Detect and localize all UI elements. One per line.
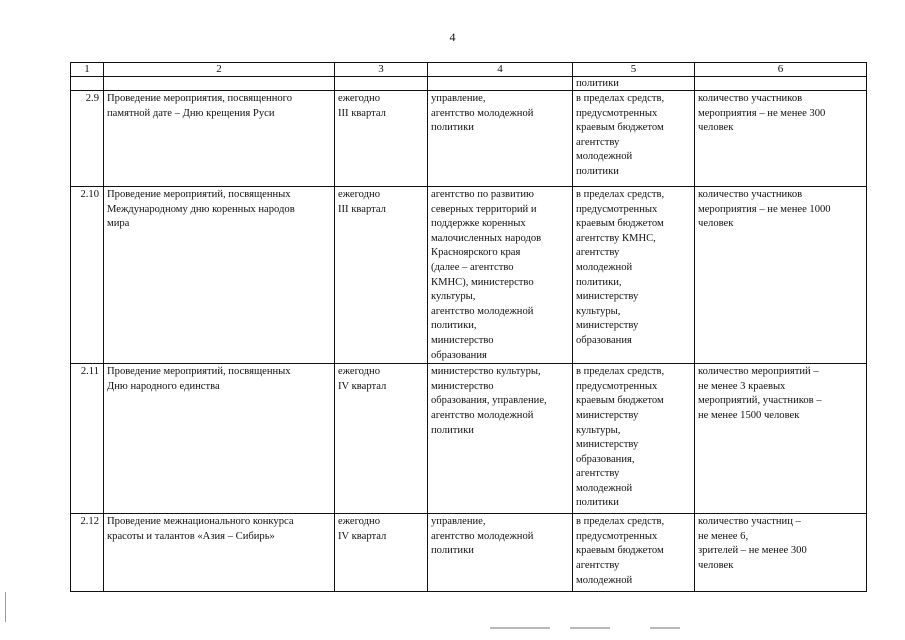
indicator-line: не менее 1500 человек (698, 409, 800, 421)
event-name-line: Международному дню коренных народов (107, 203, 295, 215)
responsible-line: министерство (431, 380, 494, 392)
responsible-line: агентство молодежной (431, 530, 534, 542)
row-number-cell: 2.11 (71, 364, 104, 514)
funding-line: агентству (576, 468, 620, 480)
event-name-line: Проведение мероприятия, посвященного (107, 93, 293, 104)
scan-artifact (490, 627, 550, 629)
scan-artifact (650, 627, 680, 629)
responsible-line: агентство по развитию (431, 189, 534, 200)
column-header-4: 4 (428, 63, 573, 77)
column-header-3: 3 (335, 63, 428, 77)
funding-line: политики, (576, 276, 622, 288)
responsible-line: культуры, (431, 291, 476, 303)
responsible-line: министерство (431, 334, 494, 346)
responsible-line: министерство культуры, (431, 366, 541, 378)
column-header-5: 5 (573, 63, 695, 77)
table-row (71, 364, 867, 514)
responsible-cell (428, 91, 573, 187)
table-row (71, 91, 867, 187)
event-name-line: памятной дате – Дню крещения Руси (107, 107, 275, 119)
funding-line: краевым бюджетом (576, 218, 664, 230)
funding-line: политики (576, 165, 619, 177)
indicator-cell (695, 514, 867, 592)
funding-line: культуры, (576, 305, 621, 317)
row-number-cell: 2.9 (71, 91, 104, 187)
funding-line: образования (576, 334, 632, 346)
funding-line: в пределах средств, (576, 516, 665, 528)
funding-line: краевым бюджетом (576, 545, 664, 557)
funding-cell (573, 91, 695, 187)
period-line: III квартал (338, 203, 386, 215)
funding-line: краевым бюджетом (576, 122, 664, 134)
indicator-line: количество мероприятий – (698, 366, 819, 378)
header-row (71, 63, 867, 77)
event-name-cell (104, 187, 335, 364)
funding-cell (573, 187, 695, 364)
funding-line: культуры, (576, 424, 621, 436)
responsible-line: агентство молодежной (431, 409, 534, 421)
responsible-cell (428, 364, 573, 514)
margin-mark (5, 592, 6, 622)
carry-over-cell-3 (335, 77, 428, 91)
responsible-line: политики (431, 122, 474, 134)
period-line: III квартал (338, 107, 386, 119)
event-name-line: Проведение межнационального конкурса (107, 516, 294, 528)
indicator-cell (695, 364, 867, 514)
funding-cell (573, 364, 695, 514)
events-table (70, 62, 867, 592)
period-cell (335, 187, 428, 364)
indicator-line: мероприятий, участников – (698, 395, 822, 407)
funding-line: агентству (576, 136, 620, 148)
period-line: ежегодно (338, 189, 381, 200)
funding-line: предусмотренных (576, 530, 658, 542)
funding-line: молодежной (576, 151, 633, 163)
responsible-cell (428, 514, 573, 592)
responsible-line: поддержке коренных (431, 218, 526, 230)
event-name-line: Дню народного единства (107, 380, 220, 392)
period-cell (335, 364, 428, 514)
funding-line: агентству КМНС, (576, 232, 656, 244)
responsible-line: (далее – агентство (431, 261, 514, 273)
funding-line: в пределах средств, (576, 93, 665, 104)
event-name-line: красоты и талантов «Азия – Сибирь» (107, 530, 275, 542)
responsible-line: политики, (431, 320, 477, 332)
event-name-line: Проведение мероприятий, посвященных (107, 366, 291, 378)
table-row (71, 514, 867, 592)
funding-line: в пределах средств, (576, 366, 665, 378)
period-line: ежегодно (338, 366, 381, 378)
event-name-line: мира (107, 218, 130, 230)
funding-line: молодежной (576, 261, 633, 273)
funding-line: министерству (576, 439, 639, 451)
responsible-line: Красноярского края (431, 247, 521, 259)
event-name-cell (104, 364, 335, 514)
indicator-cell (695, 91, 867, 187)
column-header-6: 6 (695, 63, 867, 77)
column-header-1: 1 (71, 63, 104, 77)
carry-over-cell-6 (695, 77, 867, 91)
responsible-line: малочисленных народов (431, 232, 542, 244)
responsible-line: агентство молодежной (431, 107, 534, 119)
indicator-line: человек (698, 559, 734, 571)
event-name-line: Проведение мероприятий, посвященных (107, 189, 291, 200)
indicator-line: человек (698, 218, 734, 230)
responsible-cell (428, 187, 573, 364)
responsible-line: КМНС), министерство (431, 276, 534, 288)
indicator-line: мероприятия – не менее 300 (698, 107, 826, 119)
responsible-line: управление, (431, 93, 486, 104)
funding-line: предусмотренных (576, 107, 658, 119)
indicator-line: количество участников (698, 93, 803, 104)
responsible-line: политики (431, 545, 474, 557)
indicator-line: мероприятия – не менее 1000 (698, 203, 831, 215)
funding-cell (573, 514, 695, 592)
scan-artifact (570, 627, 610, 629)
funding-line: молодежной (576, 482, 633, 494)
period-line: IV квартал (338, 530, 387, 542)
funding-line: министерству (576, 291, 639, 303)
event-name-cell (104, 91, 335, 187)
funding-line: молодежной (576, 574, 633, 586)
funding-line: образования, (576, 453, 635, 465)
column-header-2: 2 (104, 63, 335, 77)
event-name-cell (104, 514, 335, 592)
carry-over-cell-4 (428, 77, 573, 91)
indicator-cell (695, 187, 867, 364)
period-line: IV квартал (338, 380, 387, 392)
responsible-line: управление, (431, 516, 486, 528)
row-number-cell: 2.12 (71, 514, 104, 592)
responsible-line: политики (431, 424, 474, 436)
indicator-line: зрителей – не менее 300 (698, 545, 807, 557)
period-line: ежегодно (338, 93, 381, 104)
indicator-line: не менее 6, (698, 530, 749, 542)
indicator-line: количество участниц – (698, 516, 801, 528)
page-number: 4 (449, 30, 456, 44)
funding-line: агентству (576, 247, 620, 259)
responsible-line: образования (431, 349, 487, 361)
funding-line: предусмотренных (576, 203, 658, 215)
indicator-line: человек (698, 122, 734, 134)
funding-line: предусмотренных (576, 380, 658, 392)
period-cell (335, 91, 428, 187)
carry-over-cell-2 (104, 77, 335, 91)
responsible-line: агентство молодежной (431, 305, 534, 317)
carry-over-funding: политики (573, 77, 695, 91)
carry-over-row (71, 77, 867, 91)
funding-line: политики (576, 497, 619, 509)
funding-line: краевым бюджетом (576, 395, 664, 407)
period-cell (335, 514, 428, 592)
row-number-cell: 2.10 (71, 187, 104, 364)
table-row (71, 187, 867, 364)
indicator-line: не менее 3 краевых (698, 380, 786, 392)
funding-line: агентству (576, 559, 620, 571)
funding-line: министерству (576, 409, 639, 421)
responsible-line: северных территорий и (431, 203, 537, 215)
responsible-line: образования, управление, (431, 395, 547, 407)
funding-line: министерству (576, 320, 639, 332)
carry-over-cell-1 (71, 77, 104, 91)
period-line: ежегодно (338, 516, 381, 528)
indicator-line: количество участников (698, 189, 803, 200)
funding-line: в пределах средств, (576, 189, 665, 200)
